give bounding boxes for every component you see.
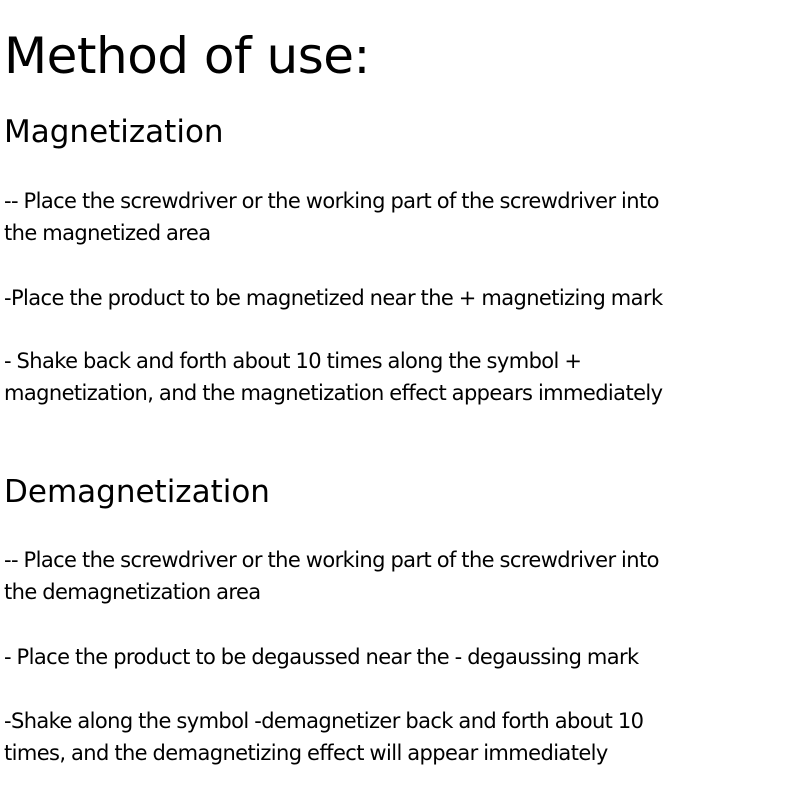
magnetization-step-1-line-2: the magnetized area bbox=[4, 221, 211, 245]
magnetization-step-1 bbox=[4, 185, 800, 249]
demagnetization-step-2 bbox=[4, 641, 800, 673]
demagnetization-step-3-line-2: times, and the demagnetizing effect will appear immediately bbox=[4, 741, 608, 765]
demagnetization-step-2-line-1: - Place the product to be degaussed near the - degaussing mark bbox=[4, 645, 639, 669]
magnetization-step-3-line-2: magnetization, and the magnetization effect appears immediately bbox=[4, 381, 663, 405]
magnetization-step-2-line-1: -Place the product to be magnetized near the + magnetizing mark bbox=[4, 286, 663, 310]
demagnetization-heading: Demagnetization bbox=[4, 474, 270, 510]
demagnetization-step-1-line-1: -- Place the screwdriver or the working part of the screwdriver into bbox=[4, 548, 659, 572]
magnetization-heading: Magnetization bbox=[4, 114, 224, 150]
page-title: Method of use: bbox=[4, 27, 370, 85]
magnetization-step-3 bbox=[4, 345, 800, 409]
magnetization-step-1-line-1: -- Place the screwdriver or the working part of the screwdriver into bbox=[4, 189, 659, 213]
magnetization-step-3-line-1: - Shake back and forth about 10 times along the symbol + bbox=[4, 349, 582, 373]
demagnetization-step-1 bbox=[4, 544, 800, 608]
magnetization-step-2 bbox=[4, 282, 800, 314]
demagnetization-step-3-line-1: -Shake along the symbol -demagnetizer back and forth about 10 bbox=[4, 709, 644, 733]
demagnetization-step-1-line-2: the demagnetization area bbox=[4, 580, 261, 604]
demagnetization-step-3 bbox=[4, 705, 800, 769]
